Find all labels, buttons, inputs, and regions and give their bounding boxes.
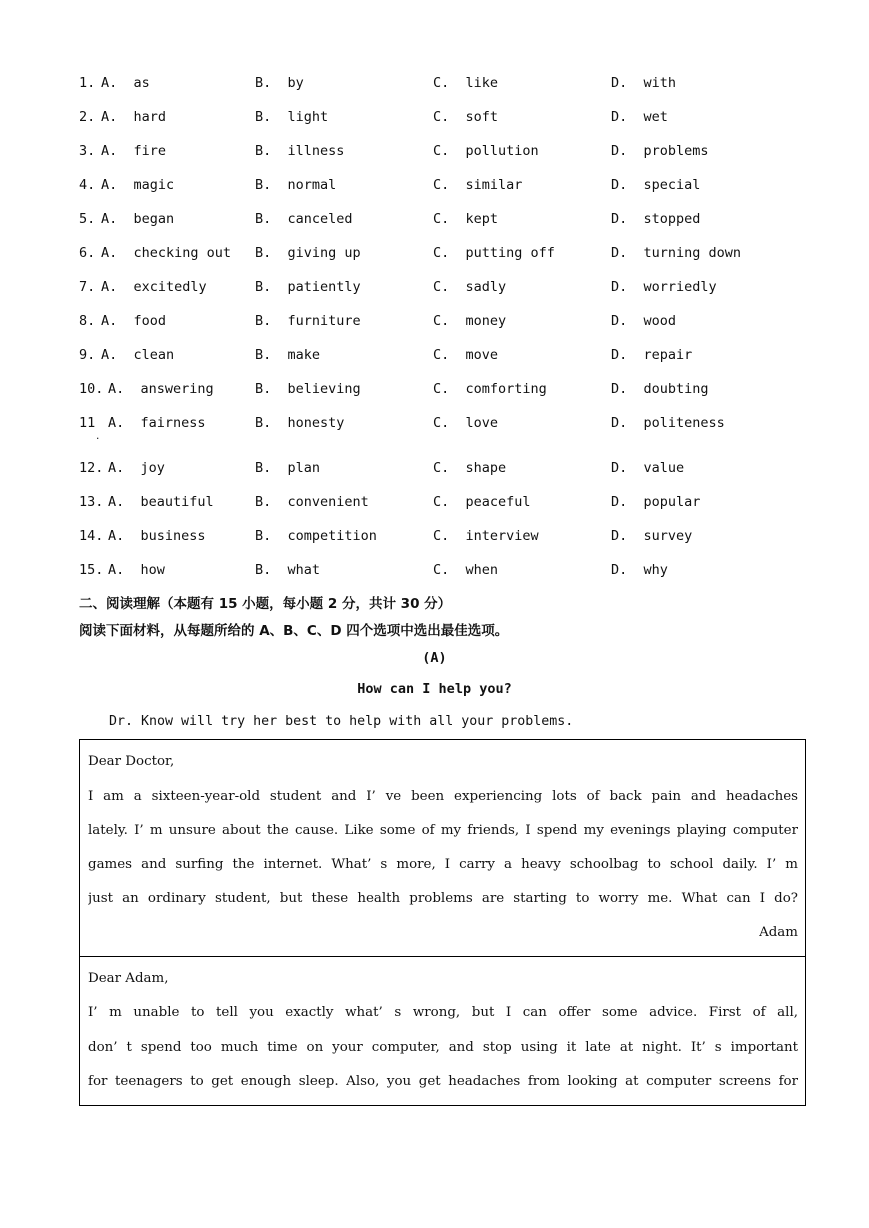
option-b: B. believing (255, 381, 361, 397)
option-a: A. checking out (101, 245, 232, 261)
option-b: B. make (255, 347, 321, 363)
option-c: C. putting off (433, 245, 555, 261)
question-row (79, 311, 799, 345)
option-a: A. excitedly (101, 279, 207, 295)
question-row (79, 107, 799, 141)
option-a: A. magic (101, 177, 175, 193)
question-number: 6. (79, 245, 96, 261)
option-d: D. problems (611, 143, 709, 159)
option-c: C. similar (433, 177, 523, 193)
passage-title: How can I help you? (357, 681, 512, 697)
question-row (79, 277, 799, 311)
question-row (79, 379, 799, 413)
question-row (79, 243, 799, 277)
option-d: D. wet (611, 109, 668, 125)
option-b: B. honesty (255, 415, 345, 431)
question-row (79, 492, 799, 526)
option-c: C. move (433, 347, 499, 363)
option-b: B. patiently (255, 279, 361, 295)
option-c: C. sadly (433, 279, 507, 295)
option-c: C. shape (433, 460, 507, 476)
option-b: B. by (255, 75, 304, 91)
question-number: 5. (79, 211, 96, 227)
option-c: C. interview (433, 528, 539, 544)
question-number: 11 (79, 415, 96, 431)
letter-line: lately. I’ m unsure about the cause. Like some of my friends, I spend my evenings playing computer (88, 823, 798, 838)
question-number: 2. (79, 109, 96, 125)
question-row (79, 560, 799, 594)
option-c: C. kept (433, 211, 499, 227)
option-c: C. when (433, 562, 499, 578)
option-b: B. light (255, 109, 329, 125)
question-row (79, 73, 799, 107)
option-a: A. fire (101, 143, 167, 159)
option-d: D. why (611, 562, 668, 578)
question-number: 13. (79, 494, 104, 510)
option-c: C. money (433, 313, 507, 329)
question-number: 1. (79, 75, 96, 91)
option-d: D. survey (611, 528, 693, 544)
option-d: D. politeness (611, 415, 725, 431)
answer-options-list (79, 73, 799, 594)
option-c: C. like (433, 75, 499, 91)
question-number: 12. (79, 460, 104, 476)
letter-signature: Adam (759, 925, 798, 940)
option-c: C. peaceful (433, 494, 531, 510)
question-number: 9. (79, 347, 96, 363)
passage-label: (A) (422, 650, 447, 666)
option-c: C. love (433, 415, 499, 431)
passage-intro: Dr. Know will try her best to help with all your problems. (109, 714, 574, 729)
question-number: 3. (79, 143, 96, 159)
question-row (79, 458, 799, 492)
option-a: A. how (108, 562, 165, 578)
option-b: B. what (255, 562, 321, 578)
letter-line: I’ m unable to tell you exactly what’ s wrong, but I can offer some advice. First of all, (88, 1005, 798, 1020)
question-number: 4. (79, 177, 96, 193)
option-b: B. competition (255, 528, 377, 544)
option-a: A. business (108, 528, 206, 544)
option-d: D. turning down (611, 245, 742, 261)
question-row (79, 413, 799, 458)
option-b: B. convenient (255, 494, 369, 510)
question-row (79, 345, 799, 379)
option-d: D. worriedly (611, 279, 717, 295)
option-a: A. clean (101, 347, 175, 363)
letter-line: I am a sixteen-year-old student and I’ ve been experiencing lots of back pain and headaches (88, 789, 798, 804)
option-b: B. plan (255, 460, 321, 476)
letter-line: games and surfing the internet. What’ s more, I carry a heavy schoolbag to school daily. I’ m (88, 857, 798, 872)
option-d: D. wood (611, 313, 677, 329)
letter-from-adam (79, 739, 806, 957)
option-a: A. fairness (108, 415, 206, 431)
question-row (79, 175, 799, 209)
option-b: B. normal (255, 177, 337, 193)
letter-greeting: Dear Doctor, (88, 754, 175, 769)
option-d: D. value (611, 460, 685, 476)
option-d: D. with (611, 75, 677, 91)
option-c: C. comforting (433, 381, 547, 397)
option-c: C. pollution (433, 143, 539, 159)
question-row (79, 141, 799, 175)
letter-line: just an ordinary student, but these health problems are starting to worry me. What can I do? (88, 891, 798, 906)
letter-line: don’ t spend too much time on your computer, and stop using it late at night. It’ s important (88, 1040, 798, 1055)
option-d: D. stopped (611, 211, 701, 227)
option-a: A. answering (108, 381, 214, 397)
section-instruction: 阅读下面材料，从每题所给的 A、B、C、D 四个选项中选出最佳选项。 (79, 623, 509, 639)
option-d: D. popular (611, 494, 701, 510)
question-row (79, 526, 799, 560)
question-number: 14. (79, 528, 104, 544)
option-a: A. as (101, 75, 150, 91)
option-b: B. illness (255, 143, 345, 159)
option-a: A. joy (108, 460, 165, 476)
section-heading: 二、阅读理解（本题有 15 小题，每小题 2 分，共计 30 分） (79, 596, 452, 612)
option-a: A. food (101, 313, 167, 329)
option-b: B. furniture (255, 313, 361, 329)
option-d: D. special (611, 177, 701, 193)
option-c: C. soft (433, 109, 499, 125)
option-a: A. hard (101, 109, 167, 125)
option-b: B. canceled (255, 211, 353, 227)
option-d: D. repair (611, 347, 693, 363)
question-number: 8. (79, 313, 96, 329)
question-number: 15. (79, 562, 104, 578)
letter-line: for teenagers to get enough sleep. Also, you get headaches from looking at computer screens for (88, 1074, 798, 1089)
letter-greeting: Dear Adam, (88, 971, 169, 986)
option-a: A. beautiful (108, 494, 214, 510)
question-row (79, 209, 799, 243)
option-d: D. doubting (611, 381, 709, 397)
stray-dot-mark: . (95, 432, 101, 442)
option-b: B. giving up (255, 245, 361, 261)
option-a: A. began (101, 211, 175, 227)
question-number: 10. (79, 381, 104, 397)
letter-from-doctor (79, 956, 806, 1106)
question-number: 7. (79, 279, 96, 295)
